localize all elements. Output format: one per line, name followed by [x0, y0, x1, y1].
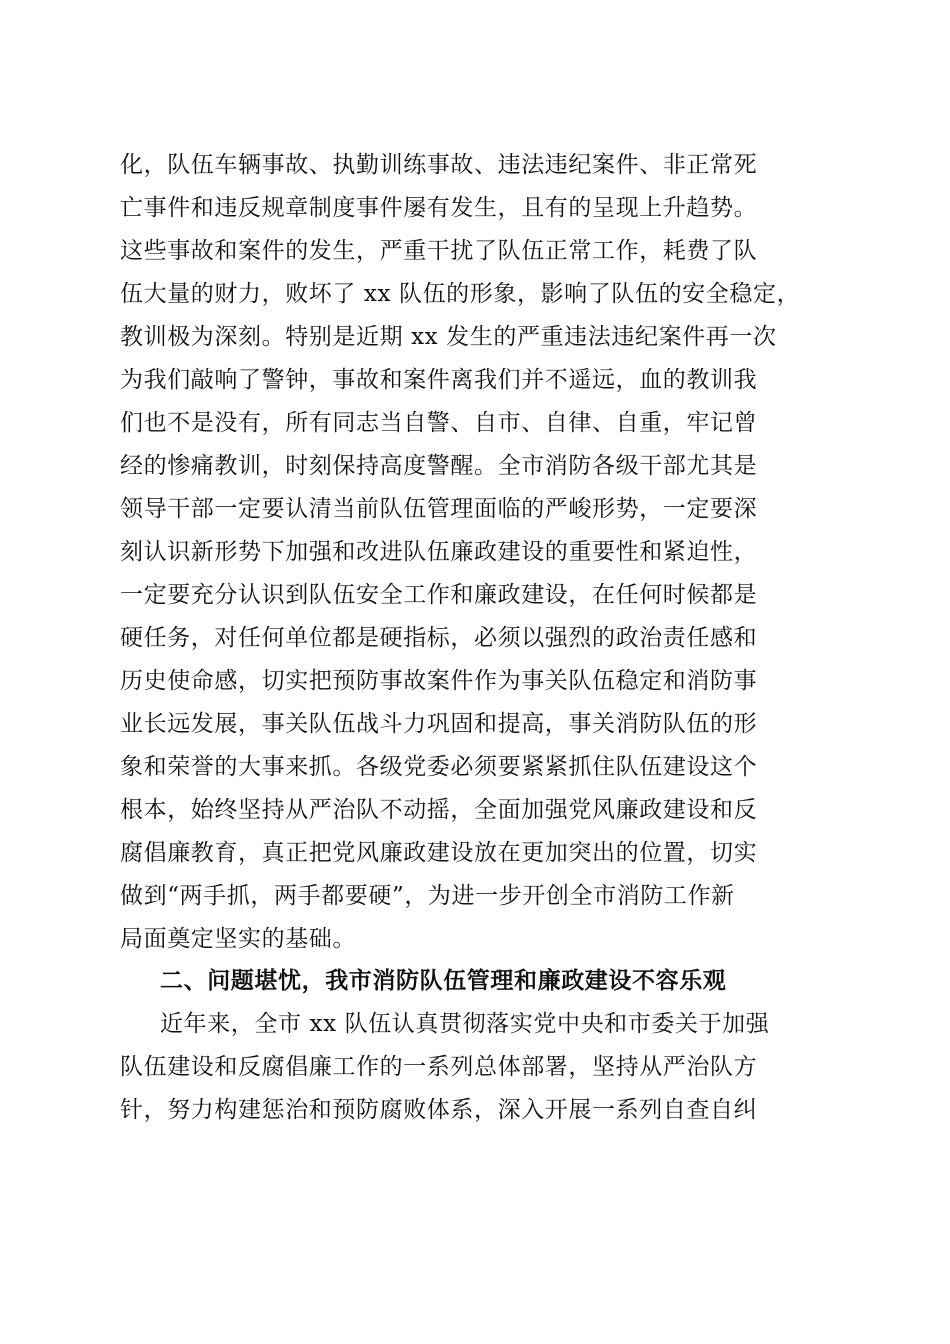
paragraph-line: 化，队伍车辆事故、执勤训练事故、违法违纪案件、非正常死 — [120, 152, 758, 178]
paragraph-line: 硬任务，对任何单位都是硬指标，必须以强烈的政治责任感和 — [120, 625, 758, 651]
section-heading: 二、问题堪忧，我市消防队伍管理和廉政建设不容乐观 — [160, 968, 727, 994]
paragraph-line: 领导干部一定要认清当前队伍管理面临的严峻形势，一定要深 — [120, 496, 758, 522]
paragraph-line: 近年来，全市 xx 队伍认真贯彻落实党中央和市委关于加强 — [160, 1011, 770, 1037]
paragraph-line: 们也不是没有，所有同志当自警、自市、自律、自重，牢记曾 — [120, 410, 758, 436]
paragraph-line: 伍大量的财力，败坏了 xx 队伍的形象，影响了队伍的安全稳定， — [120, 281, 801, 307]
paragraph-line: 做到“两手抓，两手都要硬”，为进一步开创全市消防工作新 — [120, 883, 735, 909]
paragraph-line: 局面奠定坚实的基础。 — [120, 926, 356, 952]
paragraph-line: 教训极为深刻。特别是近期 xx 发生的严重违法违纪案件再一次 — [120, 324, 777, 350]
paragraph-line: 针，努力构建惩治和预防腐败体系，深入开展一系列自查自纠 — [120, 1097, 758, 1123]
paragraph-line: 象和荣誉的大事来抓。各级党委必须要紧紧抓住队伍建设这个 — [120, 754, 758, 780]
paragraph-line: 经的惨痛教训，时刻保持高度警醒。全市消防各级干部尤其是 — [120, 453, 758, 479]
paragraph-line: 根本，始终坚持从严治队不动摇，全面加强党风廉政建设和反 — [120, 797, 758, 823]
paragraph-line: 一定要充分认识到队伍安全工作和廉政建设，在任何时候都是 — [120, 582, 758, 608]
paragraph-line: 这些事故和案件的发生，严重干扰了队伍正常工作，耗费了队 — [120, 238, 758, 264]
paragraph-line: 亡事件和违反规章制度事件屡有发生，且有的呈现上升趋势。 — [120, 195, 758, 221]
paragraph-line: 刻认识新形势下加强和改进队伍廉政建设的重要性和紧迫性， — [120, 539, 758, 565]
paragraph-line: 为我们敲响了警钟，事故和案件离我们并不遥远，血的教训我 — [120, 367, 758, 393]
paragraph-line: 业长远发展，事关队伍战斗力巩固和提高，事关消防队伍的形 — [120, 711, 758, 737]
paragraph-line: 队伍建设和反腐倡廉工作的一系列总体部署，坚持从严治队方 — [120, 1054, 758, 1080]
paragraph-line: 腐倡廉教育，真正把党风廉政建设放在更加突出的位置，切实 — [120, 840, 758, 866]
paragraph-line: 历史使命感，切实把预防事故案件作为事关队伍稳定和消防事 — [120, 668, 758, 694]
